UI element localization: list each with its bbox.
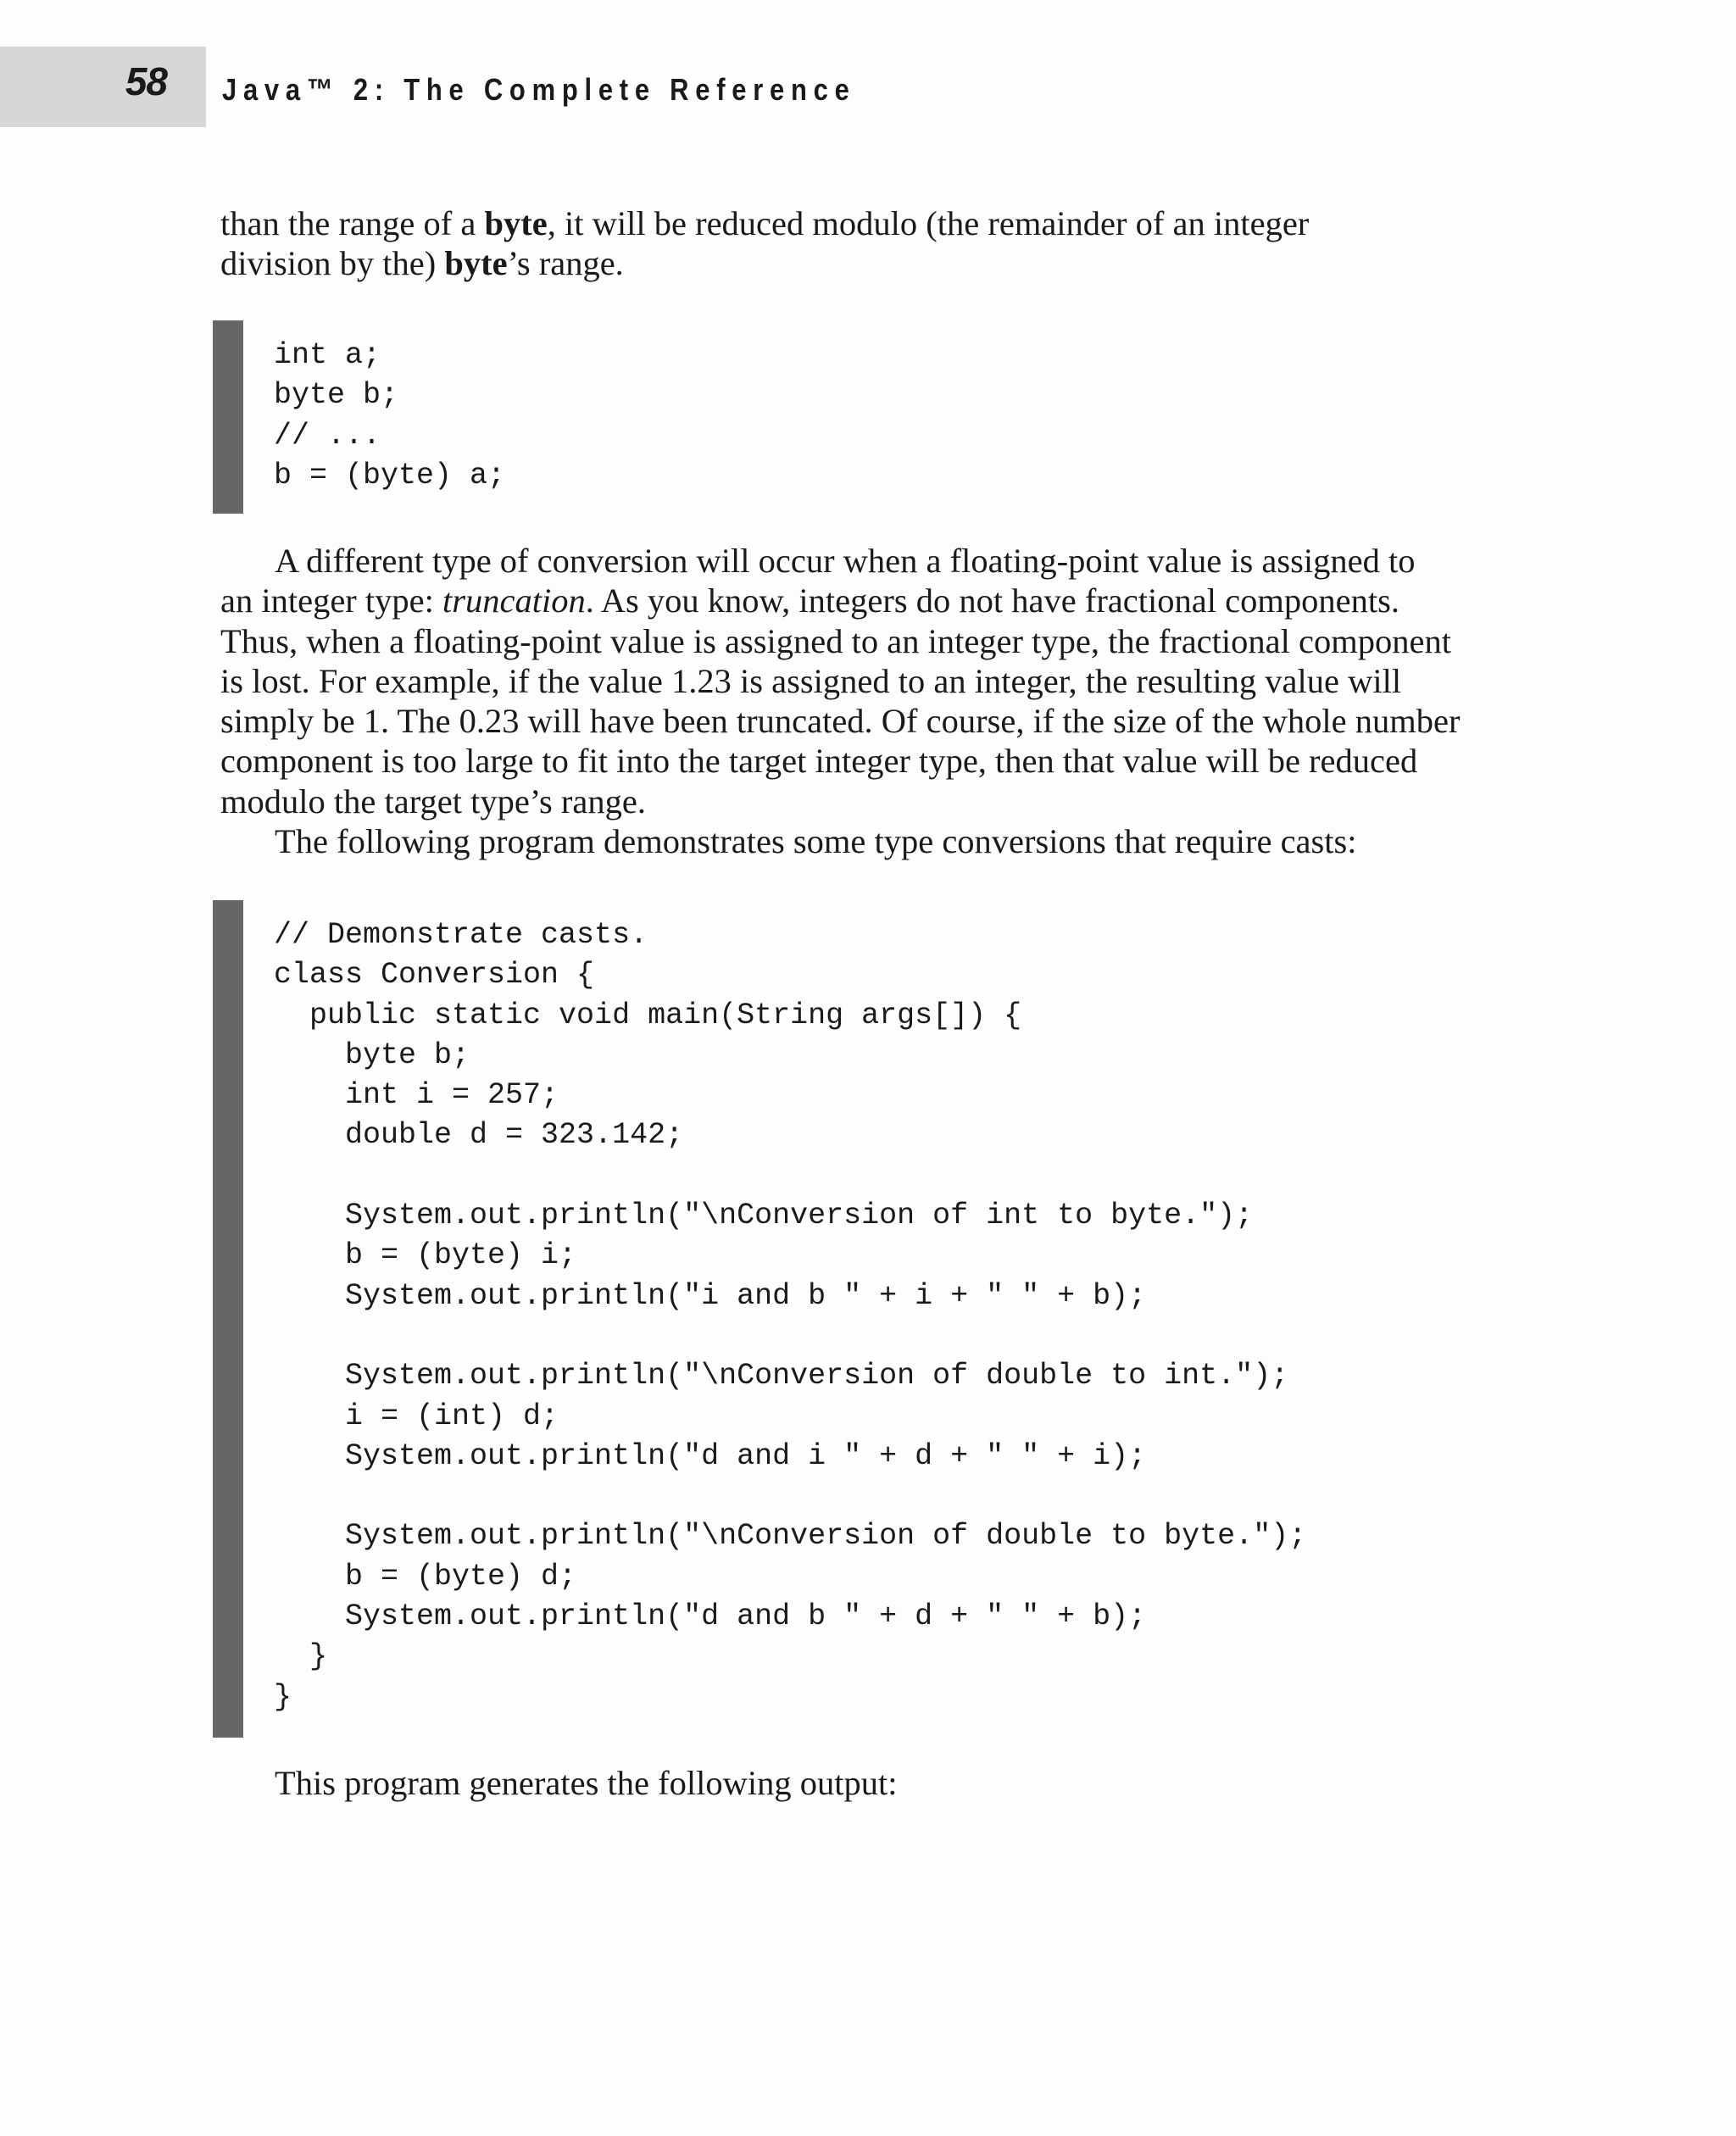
text-line: modulo the target type’s range.: [220, 782, 646, 820]
text-line: [220, 203, 1517, 243]
text-line: The following program demonstrates some type conversions that require casts:: [275, 822, 1357, 861]
running-head: Java™ 2: The Complete Reference: [222, 72, 856, 107]
text-line: Thus, when a floating-point value is assigned to an integer type, the fractional component: [220, 621, 1451, 660]
paragraph-byte-range: [220, 203, 1517, 284]
code-line: [274, 1477, 1306, 1516]
code-line: [274, 1156, 1306, 1196]
paragraph-output-intro: [220, 1763, 1517, 1803]
code-line: System.out.println("\nConversion of double to byte.");: [274, 1519, 1307, 1554]
code-line: System.out.println("d and i " + d + " " + i);: [274, 1438, 1147, 1473]
paragraph-truncation: [220, 541, 1517, 861]
page-number: 58: [125, 59, 167, 103]
code-line: }: [274, 1639, 328, 1674]
code-margin-bar: [213, 900, 243, 1738]
code-line: // ...: [274, 418, 381, 453]
code-line: }: [274, 1679, 292, 1714]
text-span: division by the): [220, 244, 445, 283]
code-margin-bar: [213, 320, 243, 514]
text-span: than the range of a: [220, 204, 485, 242]
text-line: simply be 1. The 0.23 will have been truncated. Of course, if the size of the whole number: [220, 702, 1461, 741]
text-line: is lost. For example, if the value 1.23 is assigned to an integer, the resulting value will: [220, 661, 1402, 700]
code-line: // Demonstrate casts.: [274, 918, 648, 952]
code-line: i = (int) d;: [274, 1399, 559, 1433]
code-line: int a;: [274, 338, 381, 372]
code-line: System.out.println("\nConversion of double to int.");: [274, 1359, 1289, 1393]
code-line: b = (byte) d;: [274, 1559, 577, 1594]
text-line: component is too large to fit into the target integer type, then that value will be reduced: [220, 742, 1418, 781]
text-line: A different type of conversion will occur when a floating-point value is assigned to: [275, 542, 1416, 580]
code-line: System.out.println("\nConversion of int to byte.");: [274, 1199, 1254, 1233]
code-line: double d = 323.142;: [274, 1118, 684, 1153]
code-line: [274, 1316, 1306, 1356]
code-line: b = (byte) i;: [274, 1238, 577, 1273]
code-text: [274, 915, 1306, 1717]
code-line: b = (byte) a;: [274, 458, 506, 492]
page-number-tab: [0, 47, 206, 127]
text-span: an integer type:: [220, 581, 443, 620]
code-line: class Conversion {: [274, 958, 595, 993]
code-line: System.out.println("d and b " + d + " " + b);: [274, 1599, 1147, 1634]
text-span: ’s range.: [507, 244, 624, 283]
text-line: [220, 243, 1517, 283]
code-line: System.out.println("i and b " + i + " " + b);: [274, 1278, 1147, 1313]
code-text: [274, 336, 505, 496]
code-line: byte b;: [274, 1037, 470, 1072]
keyword-byte: byte: [444, 244, 508, 283]
page-header: [0, 47, 1736, 127]
keyword-byte: byte: [484, 204, 548, 242]
term-truncation: truncation: [442, 581, 586, 620]
code-line: public static void main(String args[]) {: [274, 998, 1022, 1032]
text-span: . As you know, integers do not have fractional components.: [585, 581, 1399, 620]
code-line: byte b;: [274, 378, 399, 413]
code-line: int i = 257;: [274, 1078, 559, 1113]
text-line: [220, 581, 1517, 620]
text-line: This program generates the following output:: [275, 1764, 898, 1802]
text-span: , it will be reduced modulo (the remainder of an integer: [547, 204, 1310, 242]
